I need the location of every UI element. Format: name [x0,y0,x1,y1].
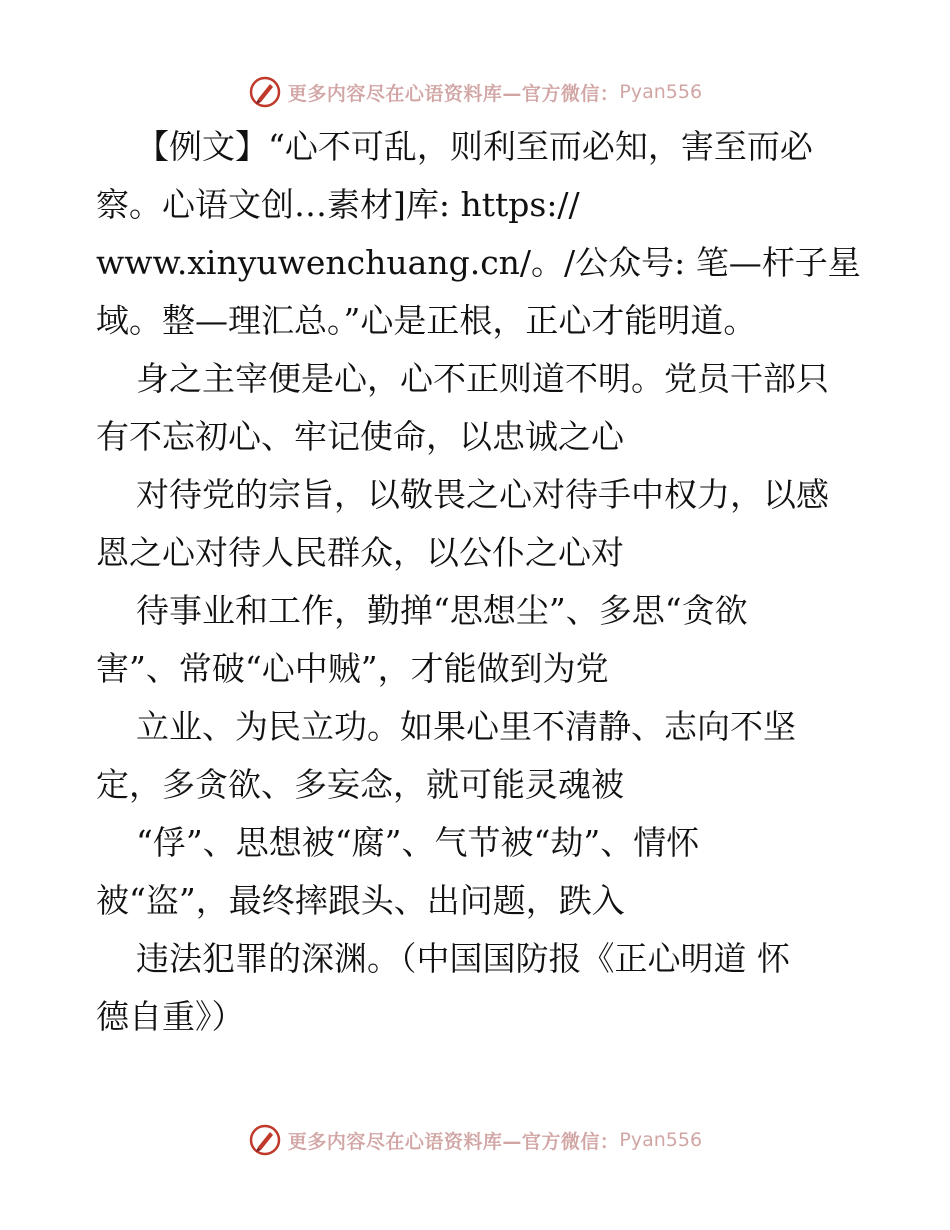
body-line: 定，多贪欲、多妄念，就可能灵魂被 [96,765,624,804]
body-line: 待事业和工作，勤掸“思想尘”、多思“贪欲 [136,591,748,630]
article-body [96,118,876,1046]
pen-logo-icon [248,1123,282,1157]
wechat-id: Pyan556 [619,81,703,103]
body-line: 域。整—理汇总。”心是正根，正心才能明道。 [96,301,757,340]
wechat-id: Pyan556 [619,1129,703,1151]
body-line: 被“盗”，最终摔跟头、出问题，跌入 [96,881,625,920]
banner-text: 更多内容尽在心语资料库—官方微信： [287,1130,620,1153]
body-line: 立业、为民立功。如果心里不清静、志向不坚 [136,707,796,746]
body-line: 察。心语文创…素材]库: https:// [96,185,580,224]
footer-banner [0,1120,950,1160]
body-line: 对待党的宗旨，以敬畏之心对待手中权力，以感 [136,475,829,514]
body-line: 害”、常破“心中贼”，才能做到为党 [96,649,609,688]
body-line: 违法犯罪的深渊。（中国国防报《正心明道 怀 [136,939,790,978]
banner-text: 更多内容尽在心语资料库—官方微信： [287,82,620,105]
body-line: 德自重》） [96,997,245,1036]
body-line: 有不忘初心、牢记使命，以忠诚之心 [96,417,624,456]
header-banner [0,72,950,112]
body-line: 身之主宰便是心，心不正则道不明。党员干部只 [136,359,829,398]
body-line: 【例文】“心不可乱，则利至而必知，害至而必 [136,127,813,166]
body-line: www.xinyuwenchuang.cn/。/公众号: 笔—杆子星 [96,243,861,282]
pen-logo-icon [248,75,282,109]
body-line: “俘”、思想被“腐”、气节被“劫”、情怀 [136,823,700,862]
body-line: 恩之心对待人民群众，以公仆之心对 [96,533,624,572]
